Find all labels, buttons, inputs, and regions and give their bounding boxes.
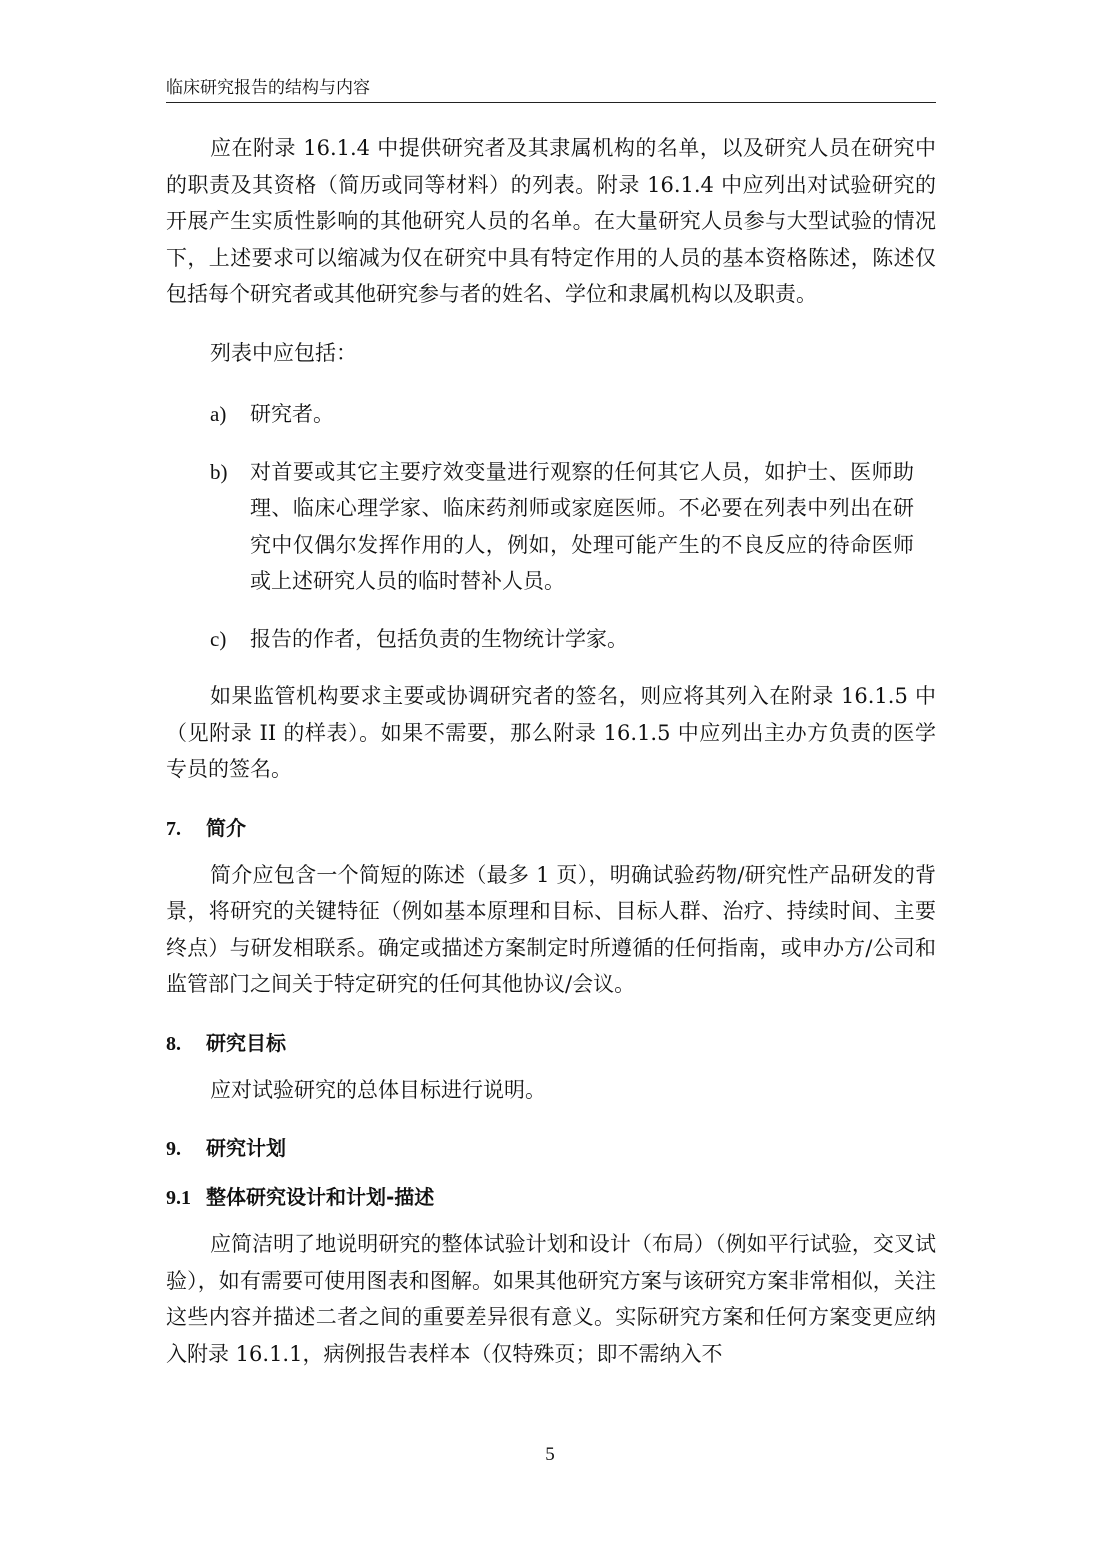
section-heading-9-1 xyxy=(166,1183,936,1212)
section-heading-8 xyxy=(166,1029,936,1058)
section-title: 研究计划 xyxy=(206,1136,286,1160)
section-number: 9. xyxy=(166,1138,181,1160)
section-title: 简介 xyxy=(206,815,246,840)
signature-paragraph: 如果监管机构要求主要或协调研究者的签名，则应将其列入在附录 16.1.5 中（见附录 II 的样表）。如果不需要，那么附录 16.1.5 中应列出主办方负责的医学专员的签名。 xyxy=(166,684,936,781)
list-item xyxy=(166,454,936,600)
list-item-text: 对首要或其它主要疗效变量进行观察的任何其它人员，如护士、医师助理、临床心理学家、临床药剂师或家庭医师。不必要在列表中列出在研究中仅偶尔发挥作用的人，例如，处理可能产生的不良反应的待命医师或上述研究人员的临时替补人员。 xyxy=(250,459,914,593)
section-title: 整体研究设计和计划-描述 xyxy=(206,1185,435,1209)
section-title: 研究目标 xyxy=(206,1030,286,1055)
section-8-paragraph: 应对试验研究的总体目标进行说明。 xyxy=(210,1077,546,1102)
section-number: 8. xyxy=(166,1032,181,1055)
header-title: 临床研究报告的结构与内容 xyxy=(166,78,370,98)
list-item-text: 报告的作者，包括负责的生物统计学家。 xyxy=(250,626,628,651)
section-heading-7 xyxy=(166,814,936,843)
section-heading-9 xyxy=(166,1134,936,1163)
page-body xyxy=(166,130,936,1372)
page-number: 5 xyxy=(545,1444,555,1465)
section-7-paragraph: 简介应包含一个简短的陈述（最多 1 页），明确试验药物/研究性产品研发的背景，将研究的关键特征（例如基本原理和目标、目标人群、治疗、持续时间、主要终点）与研发相联系。确定或描述方案制定时所遵循的任何指南，或申办方/公司和监管部门之间关于特定研究的任何其他协议/会议。 xyxy=(166,862,936,996)
section-number: 7. xyxy=(166,817,181,840)
list-marker: b) xyxy=(210,459,228,484)
list-marker: a) xyxy=(210,402,227,426)
list-intro-paragraph: 列表中应包括： xyxy=(210,340,357,365)
intro-paragraph: 应在附录 16.1.4 中提供研究者及其隶属机构的名单，以及研究人员在研究中的职责及其资格（简历或同等材料）的列表。附录 16.1.4 中应列出对试验研究的开展产生实质性影响的其他研究人员的名单。在大量研究人员参与大型试验的情况下，上述要求可以缩减为仅在研究中具有特定作用的人员的基本资格陈述，陈述仅包括每个研究者或其他研究参与者的姓名、学位和隶属机构以及职责。 xyxy=(166,136,936,306)
list-marker: c) xyxy=(210,626,227,651)
section-9-1-paragraph: 应简洁明了地说明研究的整体试验计划和设计（布局）（例如平行试验，交叉试验），如有需要可使用图表和图解。如果其他研究方案与该研究方案非常相似，关注这些内容并描述二者之间的重要差异很有意义。实际研究方案和任何方案变更应纳入附录 16.1.1，病例报告表样本（仅特殊页；即不需纳入不 xyxy=(166,1232,936,1366)
running-header xyxy=(166,76,936,103)
section-number: 9.1 xyxy=(166,1187,191,1209)
list-item-text: 研究者。 xyxy=(250,402,334,426)
list-item xyxy=(166,396,936,433)
list-item xyxy=(166,621,936,658)
